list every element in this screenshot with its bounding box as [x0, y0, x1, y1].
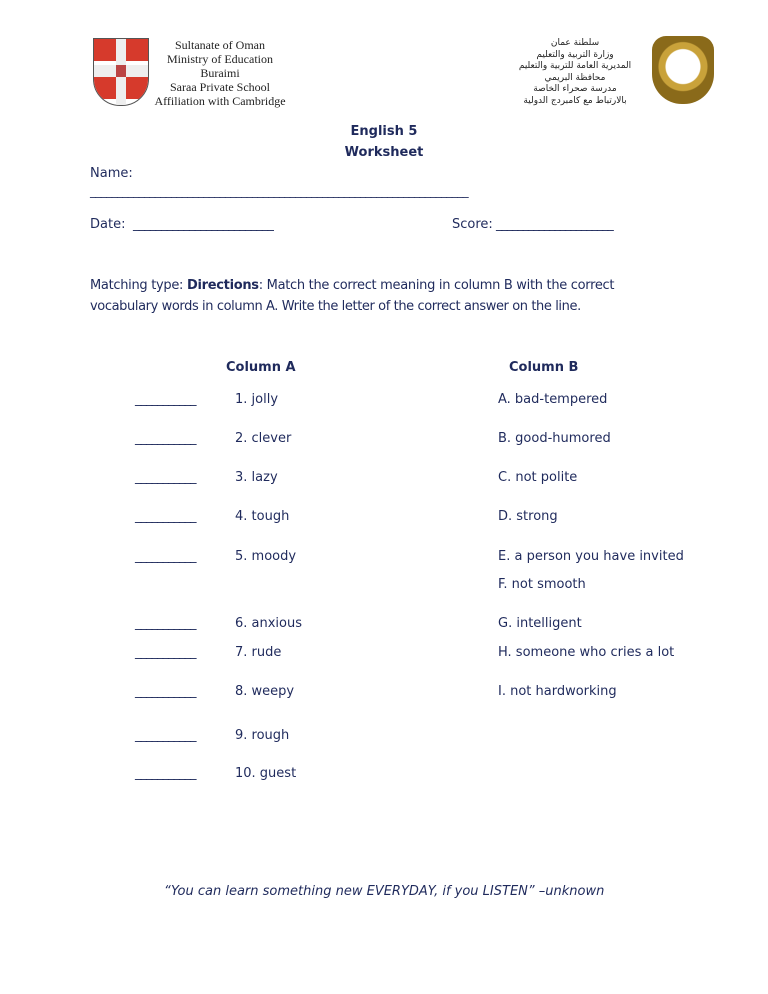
school-line-ar: بالارتباط مع كامبردج الدولية: [523, 95, 627, 106]
school-line-ar: سلطنة عمان: [550, 38, 600, 48]
column-b-header: Column B: [509, 360, 579, 375]
answer-blank[interactable]: ___________: [135, 728, 196, 743]
school-line-ar: محافظة البريمي: [544, 72, 606, 83]
vocabulary-word: 5. moody: [235, 549, 297, 564]
answer-blank[interactable]: ___________: [135, 509, 196, 524]
answer-blank[interactable]: ___________: [135, 684, 196, 699]
worksheet-title: Worksheet: [344, 145, 424, 160]
vocabulary-word: 8. weepy: [235, 684, 295, 699]
date-label: Date:: [90, 217, 126, 232]
meaning-option: A. bad-tempered: [498, 392, 608, 407]
answer-blank[interactable]: ___________: [135, 431, 196, 446]
answer-blank[interactable]: ___________: [135, 616, 196, 631]
answer-blank[interactable]: ___________: [135, 470, 196, 485]
vocabulary-word: 10. guest: [235, 766, 297, 781]
vocabulary-word: 3. lazy: [235, 470, 278, 485]
school-line-ar: وزارة التربية والتعليم: [536, 49, 614, 60]
meaning-option: D. strong: [498, 509, 558, 524]
vocabulary-word: 4. tough: [235, 509, 290, 524]
meaning-option: I. not hardworking: [498, 684, 617, 699]
directions-line-2: vocabulary words in column A. Write the letter of the correct answer on the line.: [90, 299, 581, 314]
school-line: Saraa Private School: [170, 80, 270, 94]
name-line[interactable]: ______________________________________________________________________: [90, 184, 469, 198]
answer-blank[interactable]: ___________: [135, 766, 196, 781]
meaning-option: F. not smooth: [498, 577, 586, 592]
score-label: Score:: [452, 217, 493, 232]
quote: “You can learn something new EVERYDAY, if you LISTEN” –unknown: [164, 884, 605, 899]
school-line-ar: مدرسة صحراء الخاصة: [533, 84, 617, 94]
directions-bold: Directions: [186, 278, 259, 293]
column-a-header: Column A: [226, 360, 296, 375]
answer-blank[interactable]: ___________: [135, 645, 196, 660]
score-line[interactable]: ______________________: [496, 217, 613, 232]
meaning-option: E. a person you have invited: [498, 549, 684, 564]
name-label: Name:: [90, 166, 133, 181]
meaning-option: G. intelligent: [498, 616, 582, 631]
school-line: Affiliation with Cambridge: [154, 94, 286, 108]
vocabulary-word: 1. jolly: [235, 392, 279, 407]
directions-text: : Match the correct meaning in column B with the correct: [258, 278, 615, 293]
meaning-option: B. good-humored: [498, 431, 611, 446]
school-line: Buraimi: [200, 66, 240, 80]
cambridge-crest-logo: [93, 38, 149, 106]
answer-blank[interactable]: ___________: [135, 549, 196, 564]
meaning-option: C. not polite: [498, 470, 578, 485]
subject-title: English 5: [350, 124, 418, 139]
school-badge-logo: [652, 36, 714, 104]
directions-prefix: Matching type:: [90, 278, 187, 293]
vocabulary-word: 2. clever: [235, 431, 292, 446]
vocabulary-word: 6. anxious: [235, 616, 303, 631]
vocabulary-word: 7. rude: [235, 645, 282, 660]
school-name-arabic: [500, 38, 650, 107]
answer-blank[interactable]: ___________: [135, 392, 196, 407]
school-name-english: [150, 38, 290, 108]
school-line-ar: المديرية العامة للتربية والتعليم: [518, 61, 632, 71]
directions-line-1: [90, 278, 614, 293]
school-line: Ministry of Education: [167, 52, 273, 66]
date-line[interactable]: _________________________: [133, 217, 274, 232]
meaning-option: H. someone who cries a lot: [498, 645, 675, 660]
school-line: Sultanate of Oman: [175, 38, 265, 52]
vocabulary-word: 9. rough: [235, 728, 290, 743]
